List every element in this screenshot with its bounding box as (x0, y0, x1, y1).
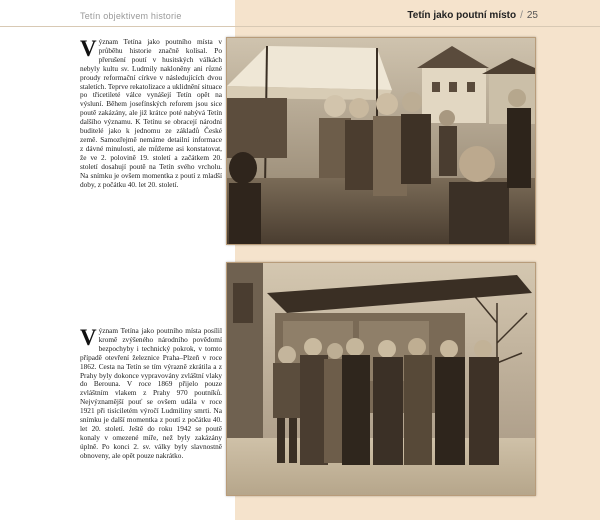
page-number: 25 (526, 10, 538, 21)
text-block-1 (80, 38, 222, 189)
running-header-right (407, 10, 538, 21)
group-of-men-photo-icon (227, 263, 535, 495)
header-rule (0, 26, 600, 27)
dropcap-2: V (80, 325, 97, 350)
paragraph-2: ýznam Tetína jako poutního místa posílil kromě zvýšeného národního povědomí bezpochyby i technický pokrok, v tomto případě otevření železnice Praha–Plzeň v roce 1862. Cesta na Tetín se tím výrazně zkrátila a z Prahy byly dokonce vypravovány zvláštní vlaky do Berouna. V roce 1869 přijelo pouze zvláštním vlakem z Prahy 970 poutníků. Nejvýznamější pouť se ovšem udála v roce 1921 při tisíciletém výročí Ludmiliny smrti. Na snímku je další momentka z poutí z počátku 40. let 20. století. Ještě do roku 1942 se poutě konaly v omezené míře, než byly zakázány úplně. Po konci 2. sv. války byly slavnostně obnoveny, ale opět pouze nakrátko. (80, 326, 222, 460)
photo-pilgrimage-market (226, 37, 536, 245)
text-block-2 (80, 327, 222, 461)
paragraph-1: ýznam Tetína jako poutního místa v průběhu historie značně kolísal. Po přerušení poutí v husitských válkách nebyly kultu sv. Ludmily nakloněny ani různé proudy reformační církve v následujících dvou staletích. Teprve rekatolizace a uklidnění situace po třicetileté válce vynášejí Tetín opět na výsluní. Během josefínských reforem jsou sice poutě zakázány, ale již krátce poté nabývá Tetín dalšího významu. K Tetínu se obracejí národní buditelé jako k jednomu ze základů České země. Samozřejmě nemáme detailní informace z dávné minulosti, ale můžeme asi konstatovat, že ve 2. polovině 19. století a začátkem 20. století dosahují poutě na Tetín svého vrcholu. Na snímku je ovšem momentka z poutí z mladší doby, z počátku 40. let 20. století. (80, 37, 222, 189)
header-separator: / (520, 10, 523, 21)
photo-group-of-men (226, 262, 536, 496)
chapter-title: Tetín jako poutní místo (407, 10, 517, 21)
pilgrimage-market-photo-icon (227, 38, 535, 244)
dropcap-1: V (80, 36, 97, 61)
running-header-left: Tetín objektivem historie (80, 11, 182, 21)
